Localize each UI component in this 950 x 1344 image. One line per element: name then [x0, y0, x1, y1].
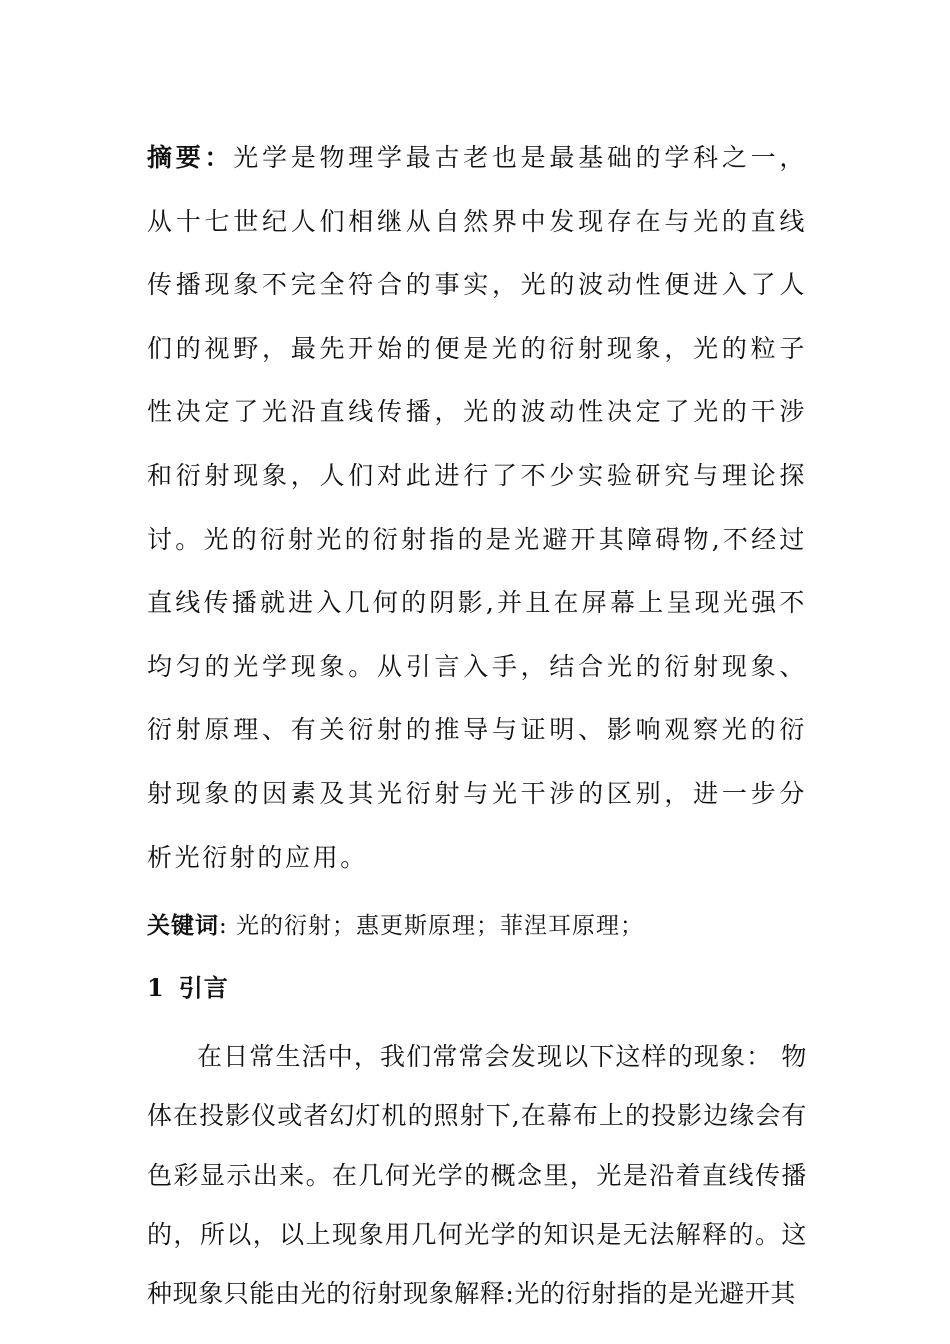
section-title: 引言 [178, 973, 229, 1003]
keywords-label: 关键词 [147, 912, 219, 940]
section-heading [147, 971, 807, 1005]
abstract-text: 光学是物理学最古老也是最基础的学科之一，从十七世纪人们相继从自然界中发现存在与光的直线传播现象不完全符合的事实，光的波动性便进入了人们的视野，最先开始的便是光的衍射现象，光的粒子性决定了光沿直线传播，光的波动性决定了光的干涉和衍射现象，人们对此进行了不少实验研究与理论探讨。光的衍射光的衍射指的是光避开其障碍物,不经过直线传播就进入几何的阴影,并且在屏幕上呈现光强不均匀的光学现象。从引言入手，结合光的衍射现象、衍射原理、有关衍射的推导与证明、影响观察光的衍射现象的因素及其光衍射与光干涉的区别，进一步分析光衍射的应用。 [147, 143, 807, 872]
body-paragraph: 在日常生活中，我们常常会发现以下这样的现象： 物体在投影仪或者幻灯机的照射下,在幕布上的投影边缘会有色彩显示出来。在几何光学的概念里，光是沿着直线传播的，所以，以上现象用几何光学的知识是无法解释的。这种现象只能由光的衍射现象解释:光的衍射指的是光避开其 [147, 1042, 807, 1309]
keywords-text: : 光的衍射；惠更斯原理；菲涅耳原理； [219, 913, 645, 940]
abstract-paragraph [147, 126, 807, 889]
keywords-line [147, 909, 807, 943]
section-number: 1 [147, 973, 165, 1003]
abstract-label: 摘要： [147, 143, 234, 172]
document-page [147, 126, 807, 1324]
